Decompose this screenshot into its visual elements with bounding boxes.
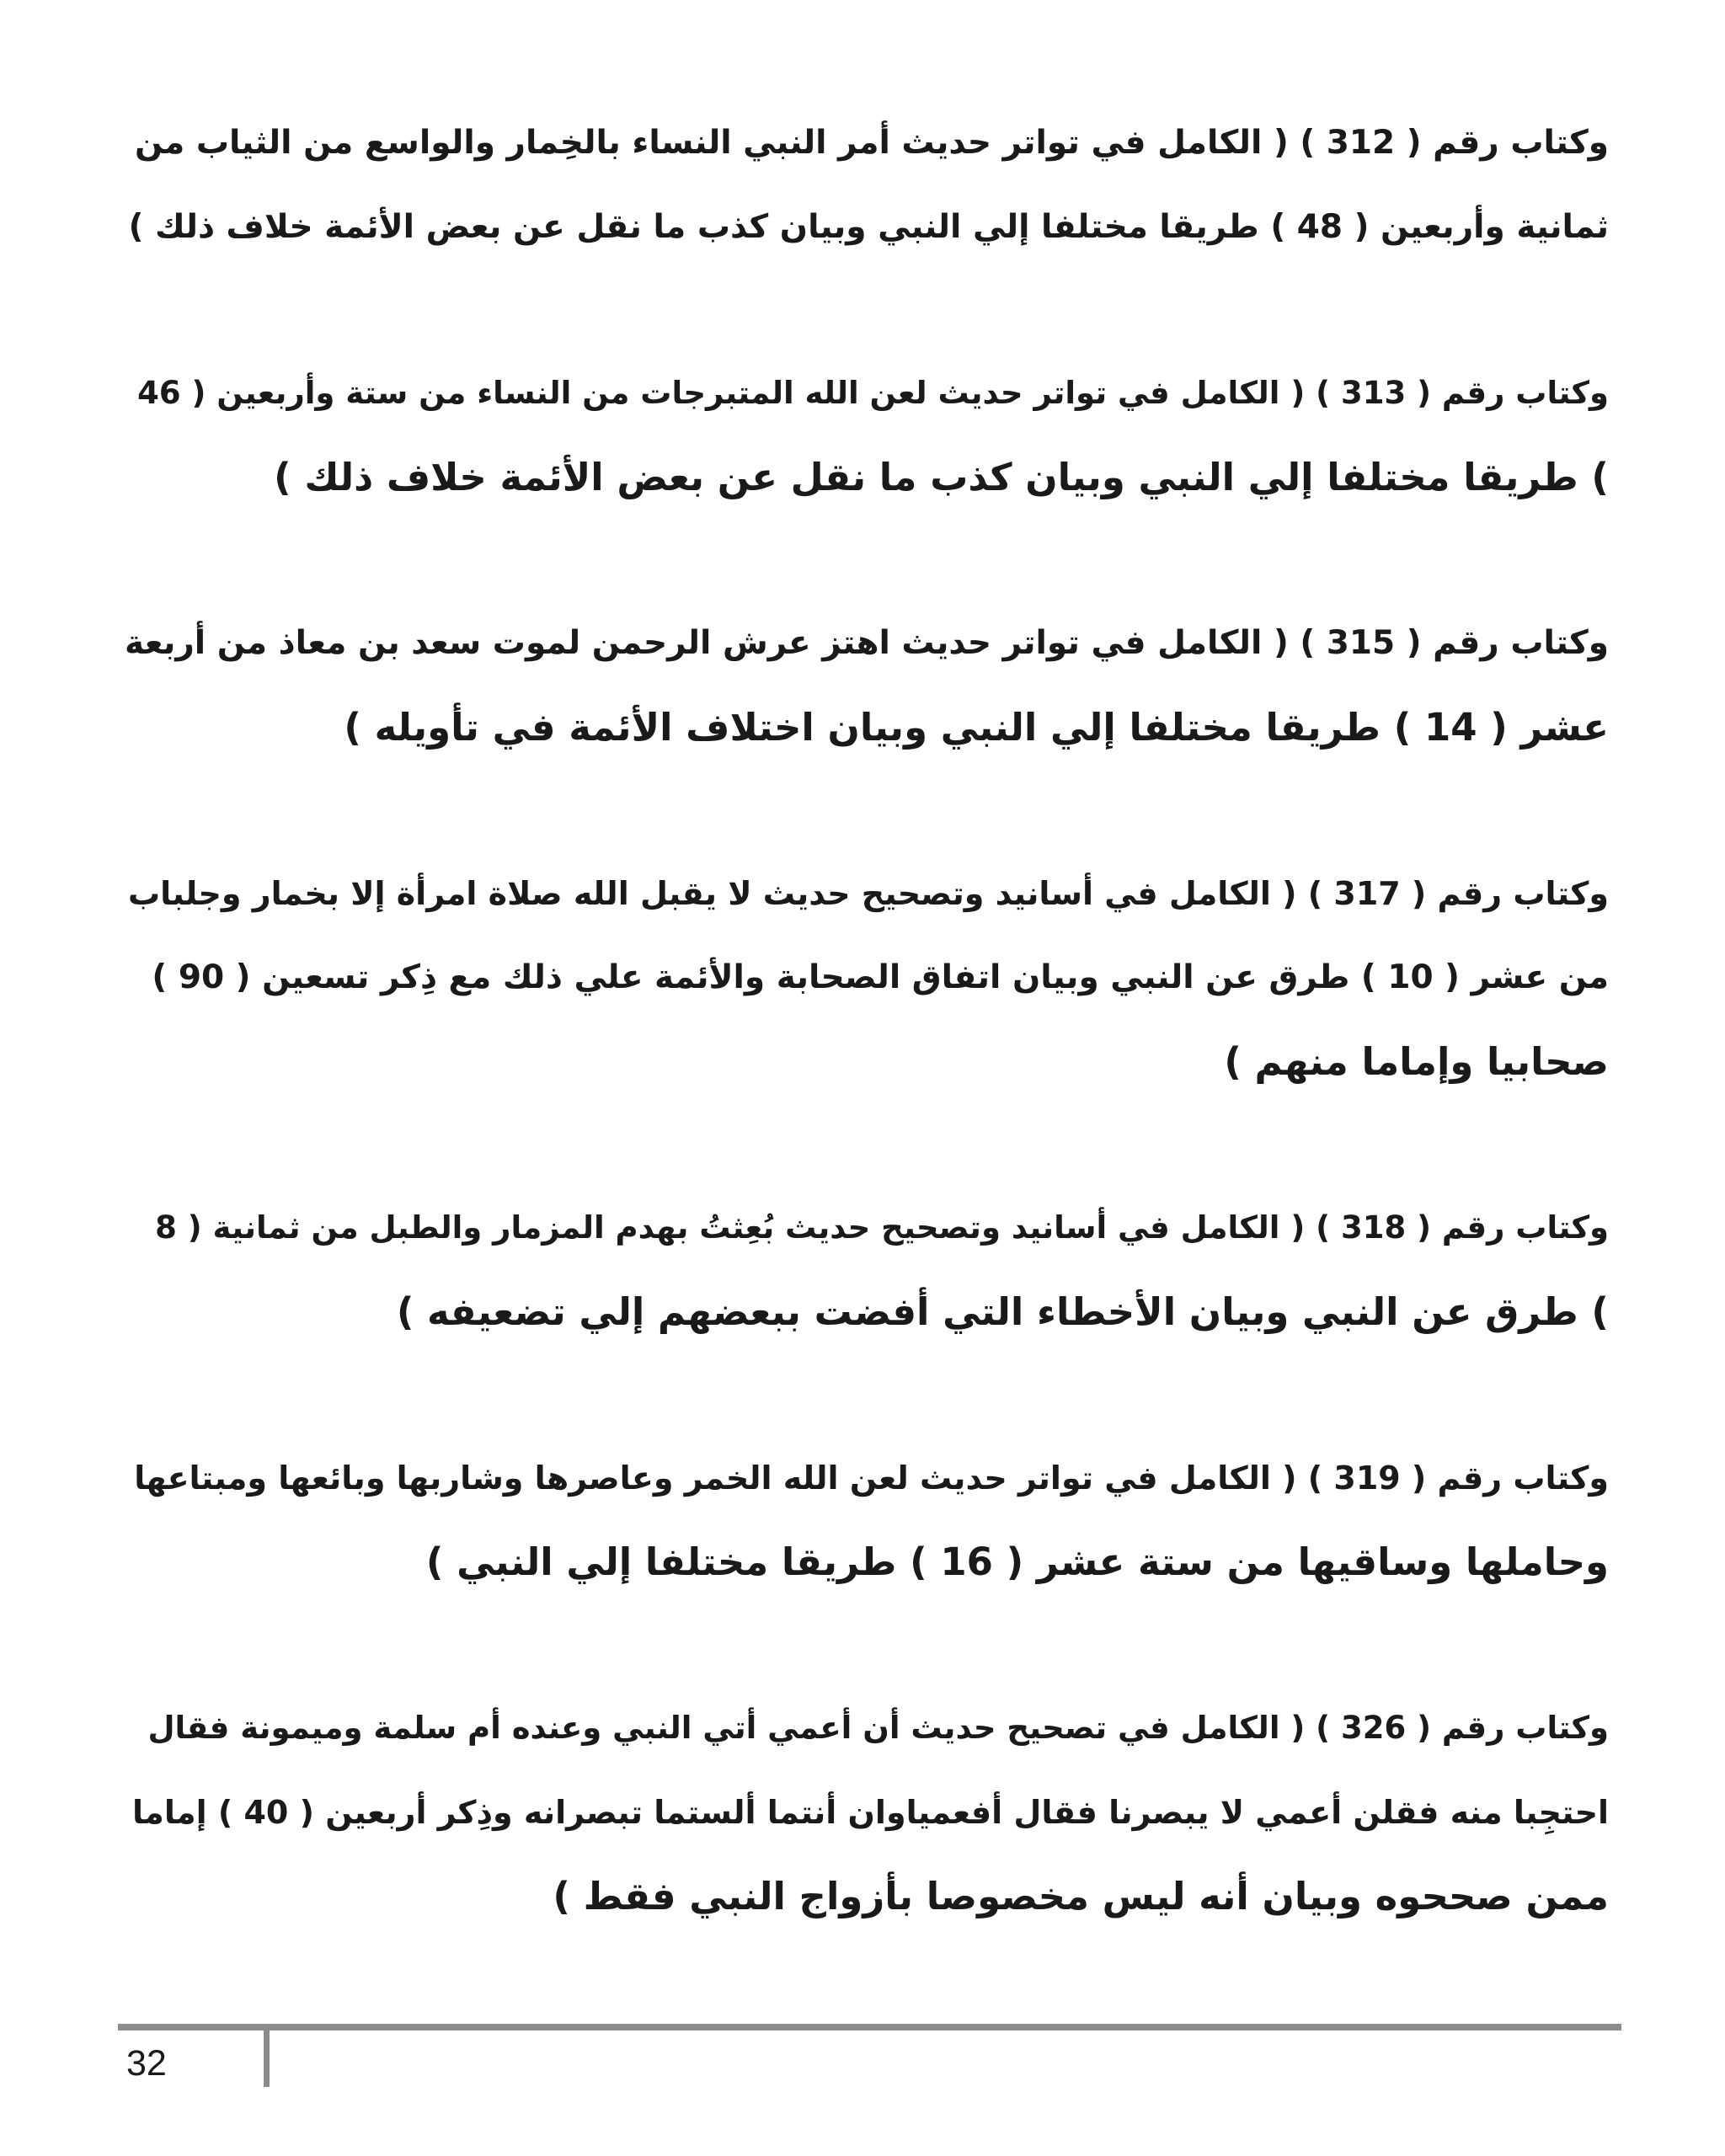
entry-line: وكتاب رقم ( 313 ) ( الكامل في تواتر حديث لعن الله المتبرجات من النساء من ستة وأربعين ( 46 [137, 375, 1609, 411]
book-entry-319 [118, 1436, 1609, 1604]
book-entry-318 [118, 1186, 1609, 1354]
footer-divider [264, 2024, 270, 2087]
book-entry-315 [118, 601, 1609, 770]
entry-line: احتجِبا منه فقلن أعمي لا يبصرنا فقال أفعمياوان أنتما ألستما تبصرانه وذِكر أربعين ( 40 ) إماما [132, 1794, 1609, 1831]
entry-line: وكتاب رقم ( 312 ) ( الكامل في تواتر حديث أمر النبي النساء بالخِمار والواسع من الثياب من [135, 124, 1609, 162]
book-entry-312 [118, 101, 1609, 270]
book-entry-326 [118, 1686, 1609, 1939]
book-entry-313 [118, 351, 1609, 520]
entry-line: عشر ( 14 ) طريقا مختلفا إلي النبي وبيان اختلاف الأئمة في تأويله ) [344, 705, 1609, 750]
entry-line: ممن صححوه وبيان أنه ليس مخصوصا بأزواج النبي فقط ) [553, 1874, 1609, 1919]
entry-line: ثمانية وأربعين ( 48 ) طريقا مختلفا إلي النبي وبيان كذب ما نقل عن بعض الأئمة خلاف ذلك ) [128, 208, 1609, 246]
page-number: 32 [126, 2043, 167, 2084]
entry-line: من عشر ( 10 ) طرق عن النبي وبيان اتفاق الصحابة والأئمة علي ذلك مع ذِكر تسعين ( 90 ) [152, 958, 1609, 996]
entry-line: وكتاب رقم ( 326 ) ( الكامل في تصحيح حديث أن أعمي أتي النبي وعنده أم سلمة وميمونة فقال [147, 1710, 1609, 1746]
entry-line: وكتاب رقم ( 318 ) ( الكامل في أسانيد وتصحيح حديث بُعِثتُ بهدم المزمار والطبل من ثمانية ( 8 [155, 1209, 1609, 1246]
entry-line: صحابيا وإماما منهم ) [1224, 1039, 1609, 1084]
entry-line: وحاملها وساقيها من ستة عشر ( 16 ) طريقا مختلفا إلي النبي ) [425, 1540, 1609, 1584]
entry-line: وكتاب رقم ( 319 ) ( الكامل في تواتر حديث لعن الله الخمر وعاصرها وشاربها وبائعها ومبتاعها [134, 1460, 1609, 1497]
entry-line: وكتاب رقم ( 317 ) ( الكامل في أسانيد وتصحيح حديث لا يقبل الله صلاة امرأة إلا بخمار وجلباب [127, 875, 1609, 912]
page-body [118, 101, 1609, 2020]
entry-line: ) طرق عن النبي وبيان الأخطاء التي أفضت ببعضهم إلي تضعيفه ) [396, 1289, 1609, 1334]
footer-rule [118, 2024, 1621, 2031]
entry-line: وكتاب رقم ( 315 ) ( الكامل في تواتر حديث اهتز عرش الرحمن لموت سعد بن معاذ من أربعة [125, 624, 1609, 662]
entry-line: ) طريقا مختلفا إلي النبي وبيان كذب ما نقل عن بعض الأئمة خلاف ذلك ) [274, 455, 1609, 499]
book-entry-317 [118, 851, 1609, 1104]
